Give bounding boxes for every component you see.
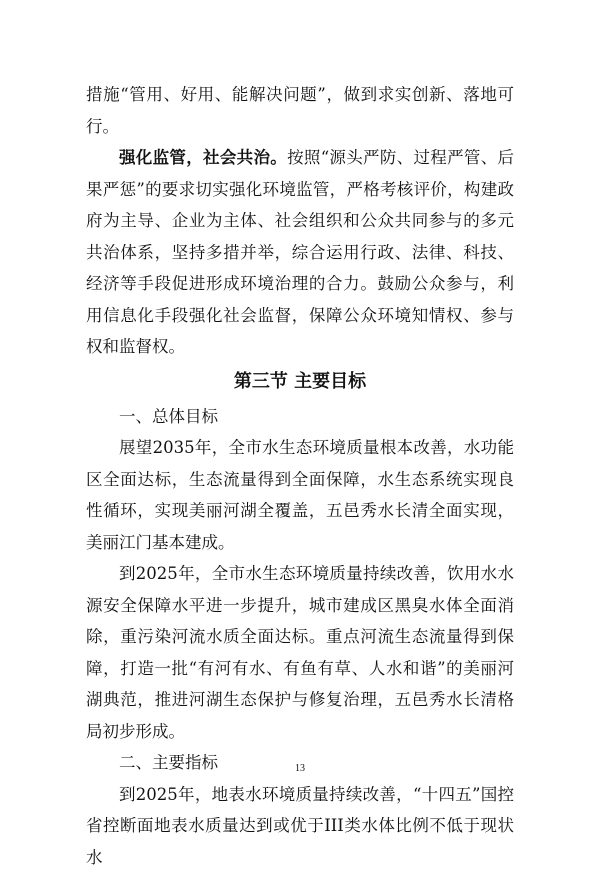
paragraph-lead-heading: 强化监管，社会共治。 <box>119 148 287 167</box>
paragraph-supervision-body: 按照“源头严防、过程严管、后果严惩”的要求切实强化环境监管，严格考核评价，构建政府为主导、企业为主体、社会组织和公众共同参与的多元共治体系，坚持多措并举，综合运用行政、法律、科技、经济等手段促进形成环境治理的合力。鼓励公众参与，利用信息化手段强化社会监督，保障公众环境知情权、参与权和监督权。 <box>86 148 514 356</box>
paragraph-supervision <box>86 142 514 363</box>
page-number: 13 <box>0 763 600 774</box>
subheading-overall-goal: 一、总体目标 <box>86 401 514 433</box>
paragraph-2025-indicators: 到2025年，地表水环境质量持续改善，“十四五”国控省控断面地表水质量达到或优于III类水体比例不低于现状水 <box>86 779 514 873</box>
paragraph-2025-target: 到2025年，全市水生态环境质量持续改善，饮用水水源安全保障水平进一步提升，城市建成区黑臭水体全面消除，重污染河流水质全面达标。重点河流生态流量得到保障，打造一批“有河有水、有鱼有草、人水和谐”的美丽河湖典范，推进河湖生态保护与修复治理，五邑秀水长清格局初步形成。 <box>86 558 514 747</box>
section-title: 第三节 主要目标 <box>86 365 514 399</box>
paragraph-2035-vision: 展望2035年，全市水生态环境质量根本改善，水功能区全面达标，生态流量得到全面保障，水生态系统实现良性循环，实现美丽河湖全覆盖，五邑秀水长清全面实现，美丽江门基本建成。 <box>86 432 514 558</box>
paragraph-measures: 措施“管用、好用、能解决问题”，做到求实创新、落地可行。 <box>86 79 514 142</box>
subheading-main-indicators: 二、主要指标 <box>86 747 514 779</box>
